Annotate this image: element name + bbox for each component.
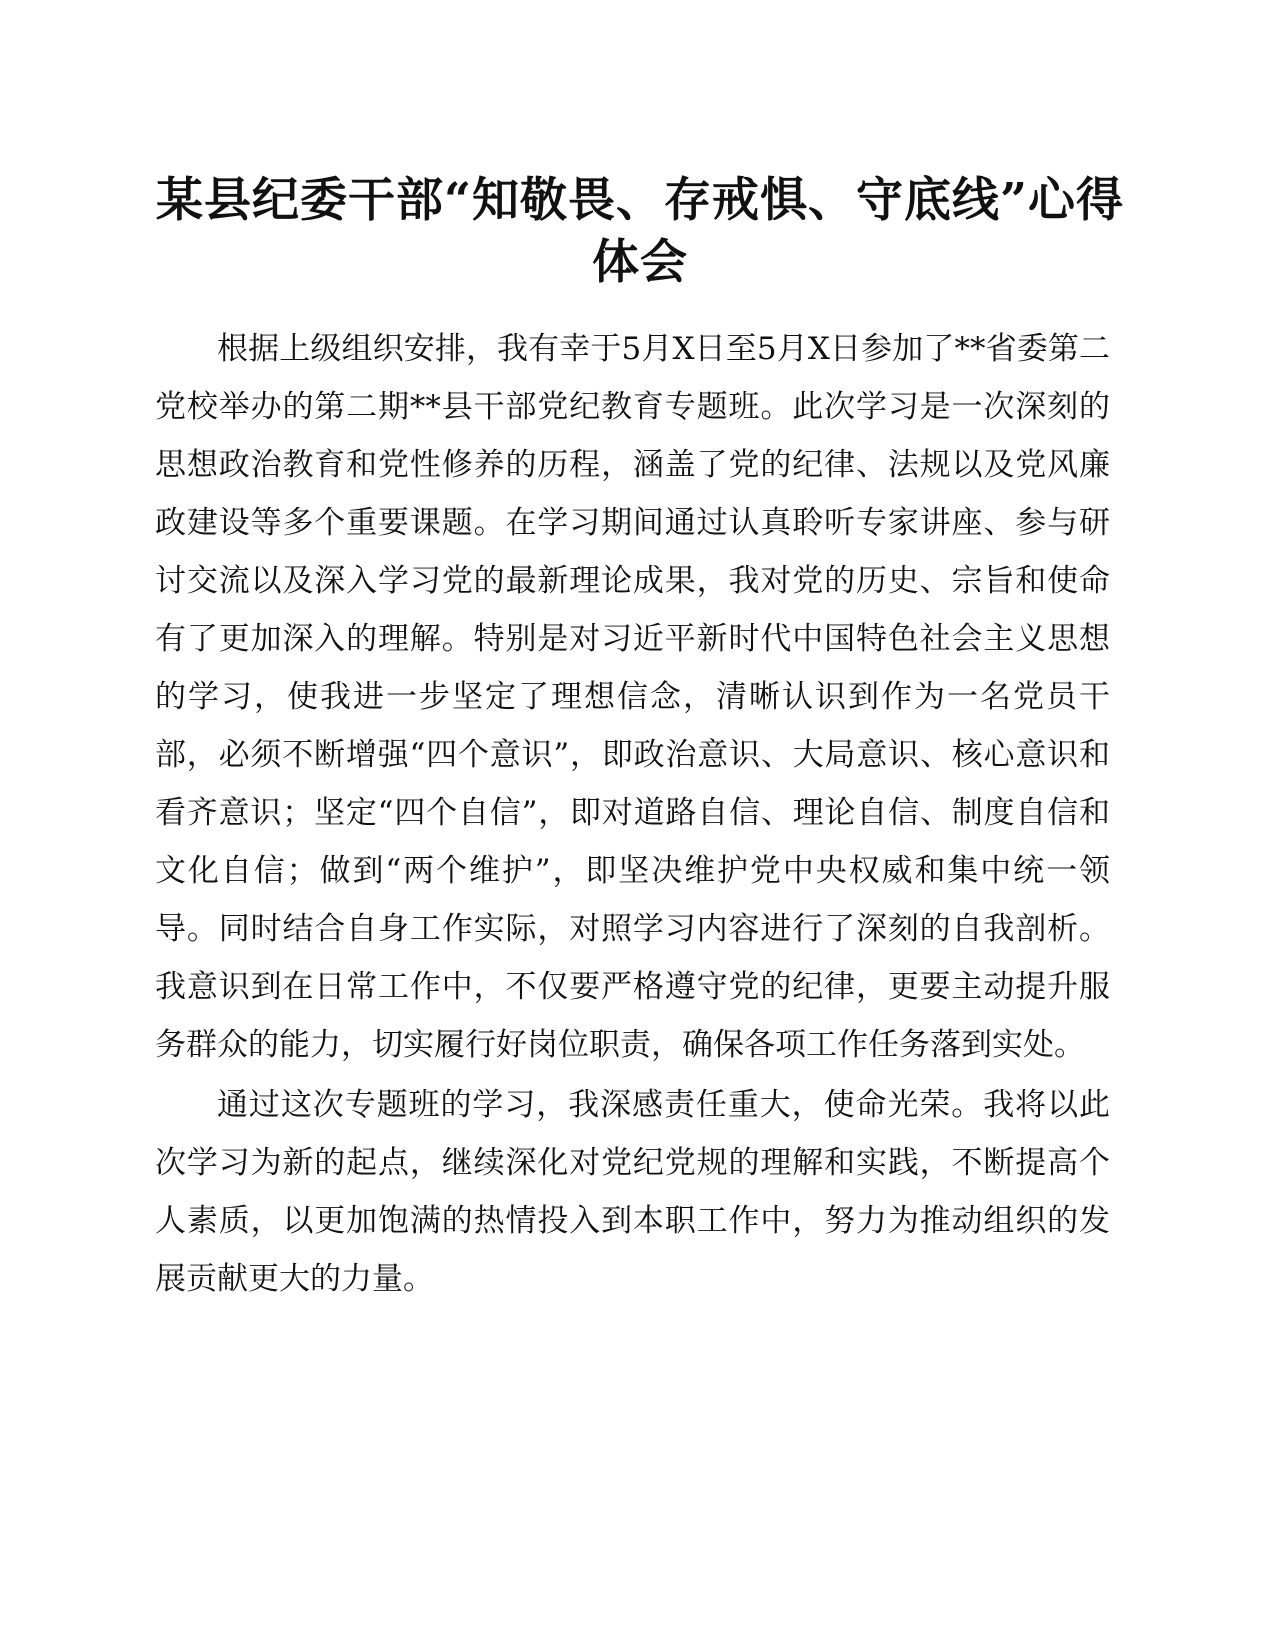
paragraph-1: 根据上级组织安排，我有幸于5月X日至5月X日参加了**省委第二党校举办的第二期**县干部党纪教育专题班。此次学习是一次深刻的思想政治教育和党性修养的历程，涵盖了党的纪律、法规以及党风廉政建设等多个重要课题。在学习期间通过认真聆听专家讲座、参与研讨交流以及深入学习党的最新理论成果，我对党的历史、宗旨和使命有了更加深入的理解。特别是对习近平新时代中国特色社会主义思想的学习，使我进一步坚定了理想信念，清晰认识到作为一名党员干部，必须不断增强“四个意识”，即政治意识、大局意识、核心意识和看齐意识；坚定“四个自信”，即对道路自信、理论自信、制度自信和文化自信；做到“两个维护”，即坚决维护党中央权威和集中统一领导。同时结合自身工作实际，对照学习内容进行了深刻的自我剖析。我意识到在日常工作中，不仅要严格遵守党的纪律，更要主动提升服务群众的能力，切实履行好岗位职责，确保各项工作任务落到实处。 [155, 331, 1110, 1063]
paragraph-2: 通过这次专题班的学习，我深感责任重大，使命光荣。我将以此次学习为新的起点，继续深化对党纪党规的理解和实践，不断提高个人素质，以更加饱满的热情投入到本职工作中，努力为推动组织的发展贡献更大的力量。 [155, 1087, 1110, 1297]
document-title: 某县纪委干部“知敬畏、存戒惧、守底线”心得体会 [155, 173, 1125, 290]
document-body [155, 320, 1110, 1308]
